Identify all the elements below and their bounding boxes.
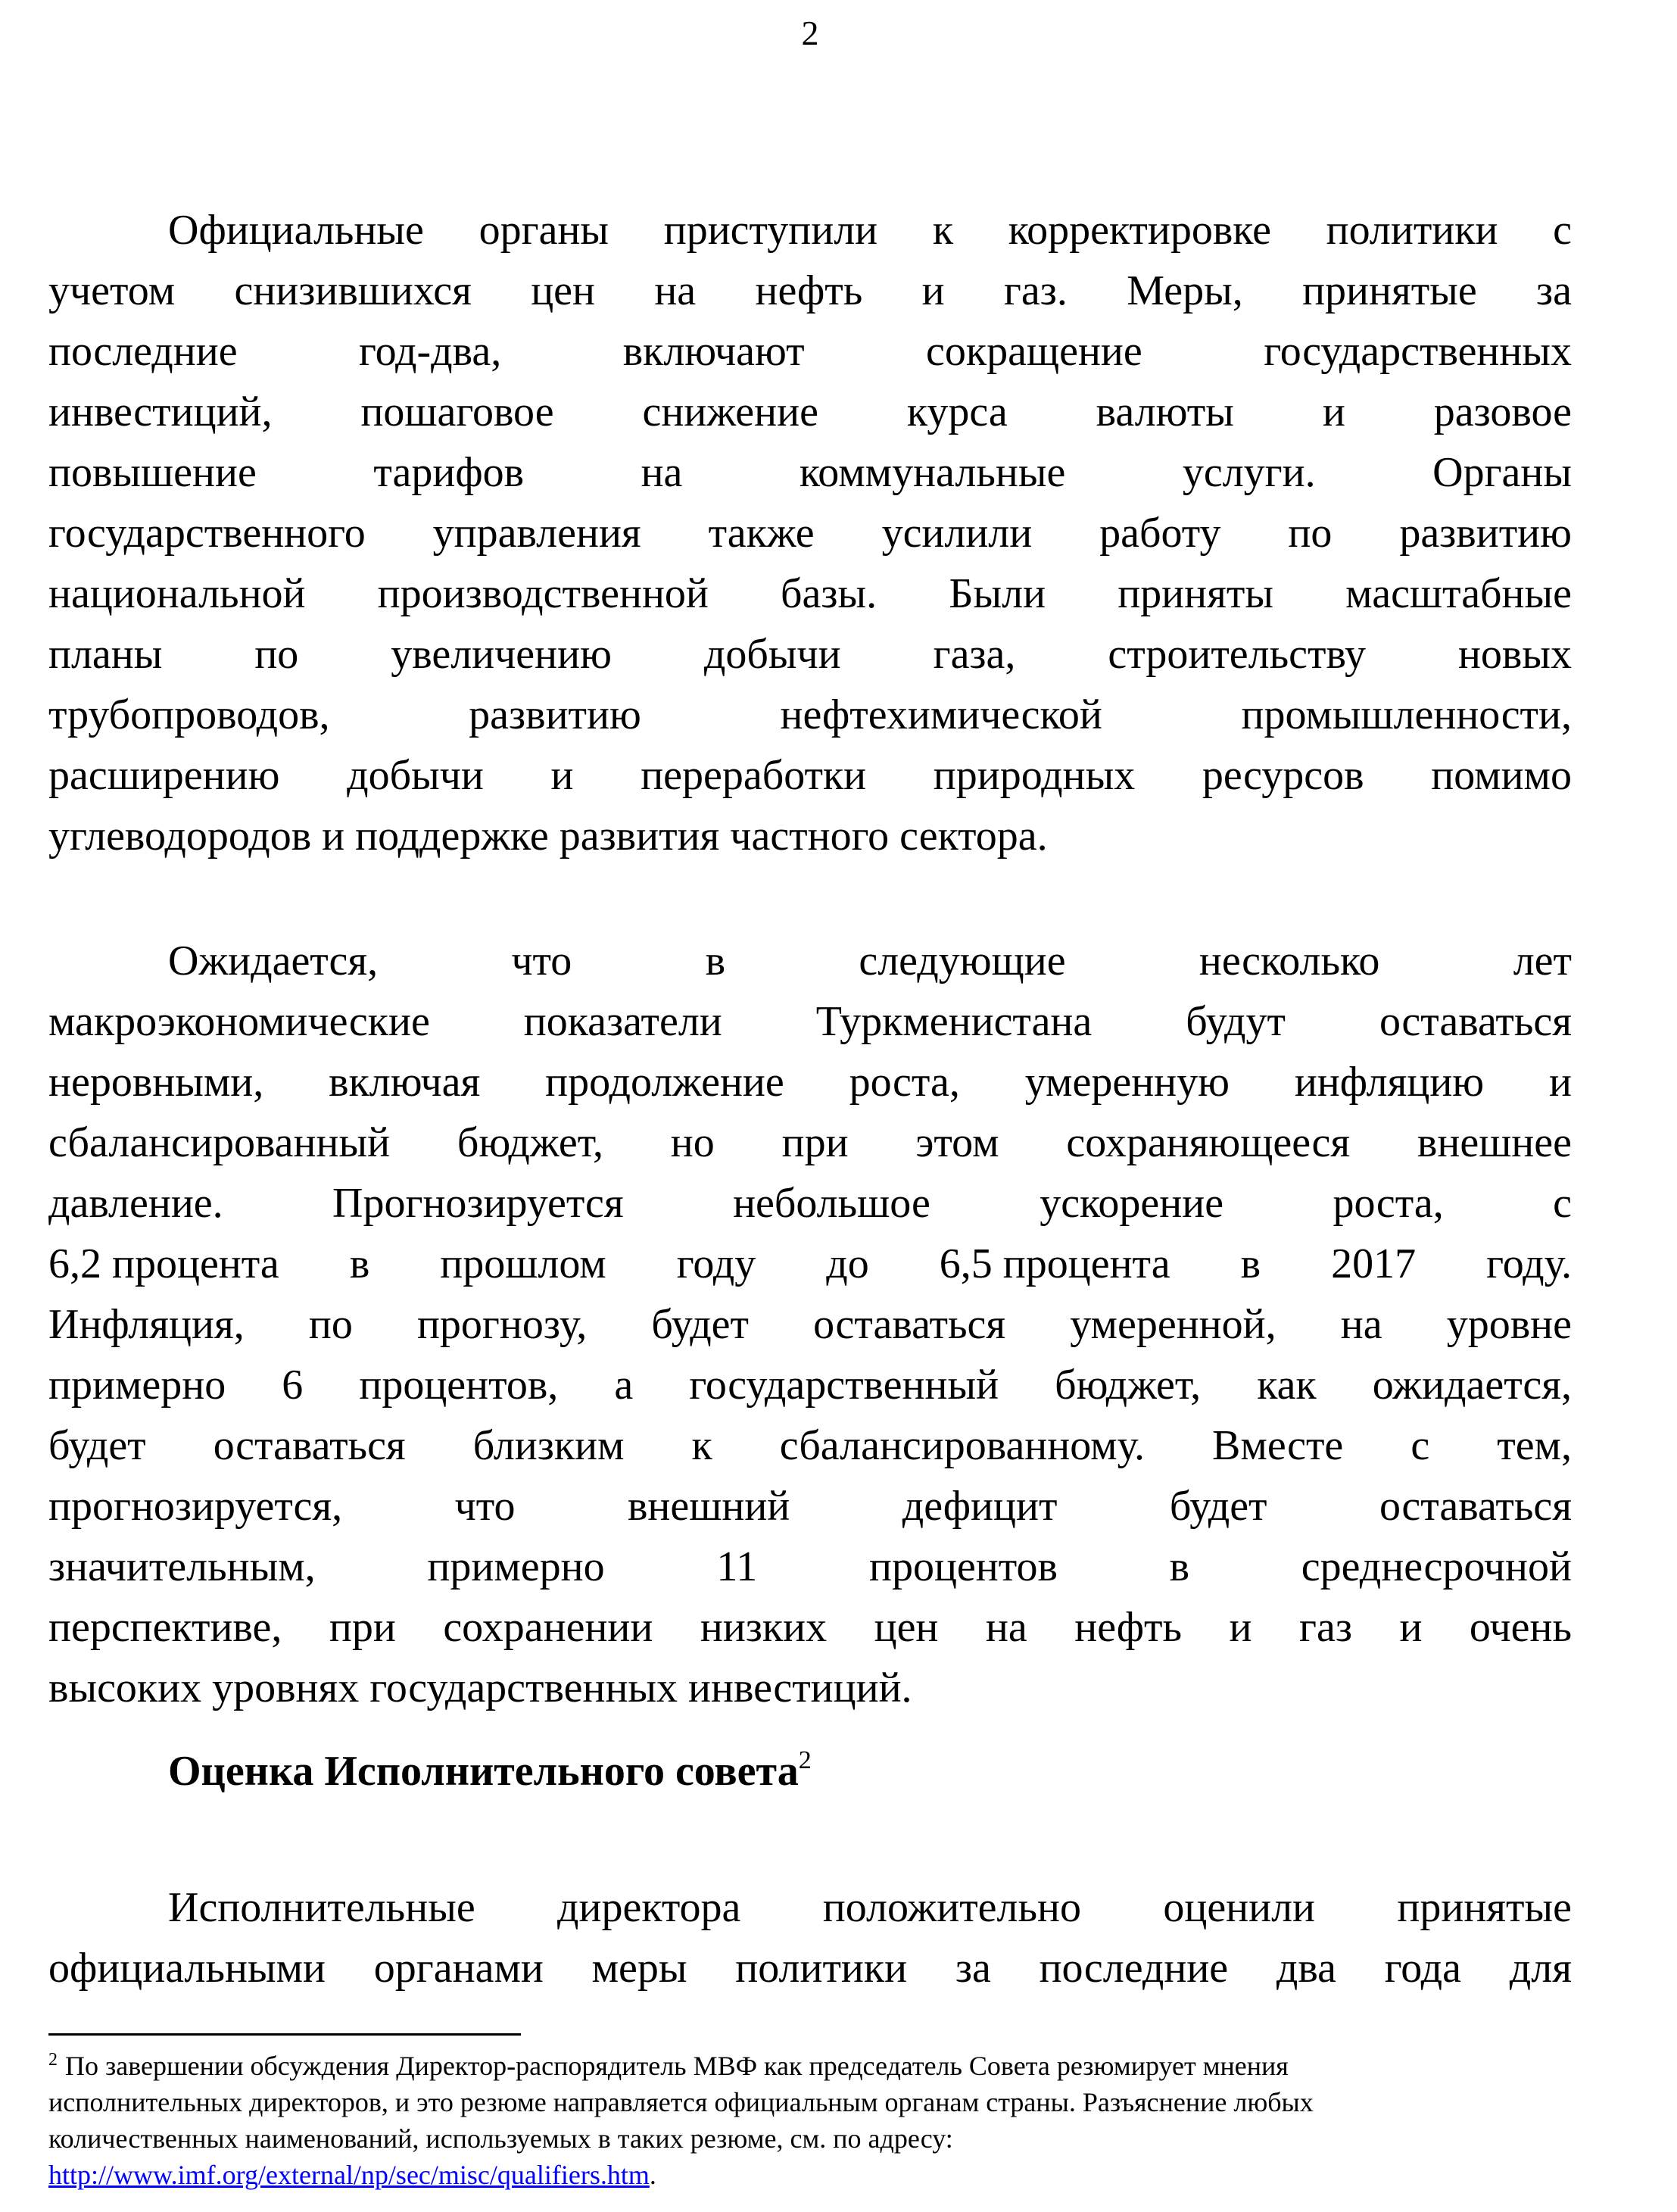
text-line: повышение тарифов на коммунальные услуги. Органы: [48, 449, 1572, 496]
text-line: Официальные органы приступили к корректировке политики с: [168, 207, 1572, 254]
text-line: макроэкономические показатели Туркменистана будут оставаться: [48, 998, 1572, 1045]
paragraph-policy-adjustment: [48, 200, 1572, 866]
text-line: расширению добычи и переработки природных ресурсов помимо: [48, 752, 1572, 799]
footnote-text-2: исполнительных директоров, и это резюме направляется официальным органам страны. Разъяснение любых: [48, 2087, 1314, 2117]
section-heading-text: Оценка Исполнительного совета: [168, 1748, 799, 1795]
text-line: Инфляция, по прогнозу, будет оставаться умеренной, на уровне: [48, 1301, 1572, 1348]
footnote-link-period: .: [649, 2160, 656, 2190]
text-line: углеводородов и поддержке развития частного сектора.: [48, 813, 1048, 860]
footnote-line: [48, 2048, 1572, 2084]
heading-footnote-ref: 2: [798, 1746, 812, 1774]
footnote-marker: 2: [48, 2050, 58, 2070]
text-line: инвестиций, пошаговое снижение курса валюты и разовое: [48, 388, 1572, 435]
text-line: учетом снизившихся цен на нефть и газ. Меры, принятые за: [48, 267, 1572, 314]
text-line: Исполнительные директора положительно оценили принятые: [168, 1884, 1572, 1931]
text-line: давление. Прогнозируется небольшое ускорение роста, с: [48, 1180, 1572, 1227]
footnote: [48, 2048, 1572, 2193]
text-line: государственного управления также усилили работу по развитию: [48, 510, 1572, 557]
text-line: трубопроводов, развитию нефтехимической промышленности,: [48, 691, 1572, 738]
text-line: перспективе, при сохранении низких цен на нефть и газ и очень: [48, 1604, 1572, 1651]
text-line: планы по увеличению добычи газа, строительству новых: [48, 631, 1572, 678]
number-group: 6,2 процента: [48, 1240, 279, 1287]
text-line: примерно 6 процентов, а государственный бюджет, как ожидается,: [48, 1362, 1572, 1409]
text-line: прогнозируется, что внешний дефицит будет оставаться: [48, 1483, 1572, 1530]
footnote-link[interactable]: http://www.imf.org/external/np/sec/misc/qualifiers.htm: [48, 2160, 650, 2190]
text-line: национальной производственной базы. Были приняты масштабные: [48, 570, 1572, 617]
text-line: высоких уровнях государственных инвестиций.: [48, 1664, 912, 1711]
footnote-link-line: [48, 2157, 1572, 2193]
footnote-separator: [48, 2033, 521, 2036]
text-line: неровными, включая продолжение роста, умеренную инфляцию и: [48, 1059, 1572, 1106]
text-line: сбалансированный бюджет, но при этом сохраняющееся внешнее: [48, 1119, 1572, 1166]
text-line: 6,2 процента в прошлом году до 6,5 процента в 2017 году.: [48, 1234, 1572, 1294]
footnote-text-3: количественных наименований, используемых в таких резюме, см. по адресу:: [48, 2123, 953, 2154]
paragraph-outlook: [48, 931, 1572, 1718]
section-heading: [48, 1741, 1572, 1802]
text-line: значительным, примерно 11 процентов в среднесрочной: [48, 1543, 1572, 1590]
text-line: официальными органами меры политики за последние два года для: [48, 1945, 1572, 1992]
paragraph-board-assessment: [48, 1877, 1572, 1998]
page-number: 2: [801, 14, 819, 52]
text-line: последние год-два, включают сокращение государственных: [48, 328, 1572, 375]
number-group: 6,5 процента: [939, 1240, 1170, 1287]
text-line: будет оставаться близким к сбалансированному. Вместе с тем,: [48, 1422, 1572, 1469]
footnote-text-1: По завершении обсуждения Директор-распорядитель МВФ как председатель Совета резюмирует мнения: [65, 2051, 1289, 2081]
text-line: Ожидается, что в следующие несколько лет: [168, 938, 1572, 984]
